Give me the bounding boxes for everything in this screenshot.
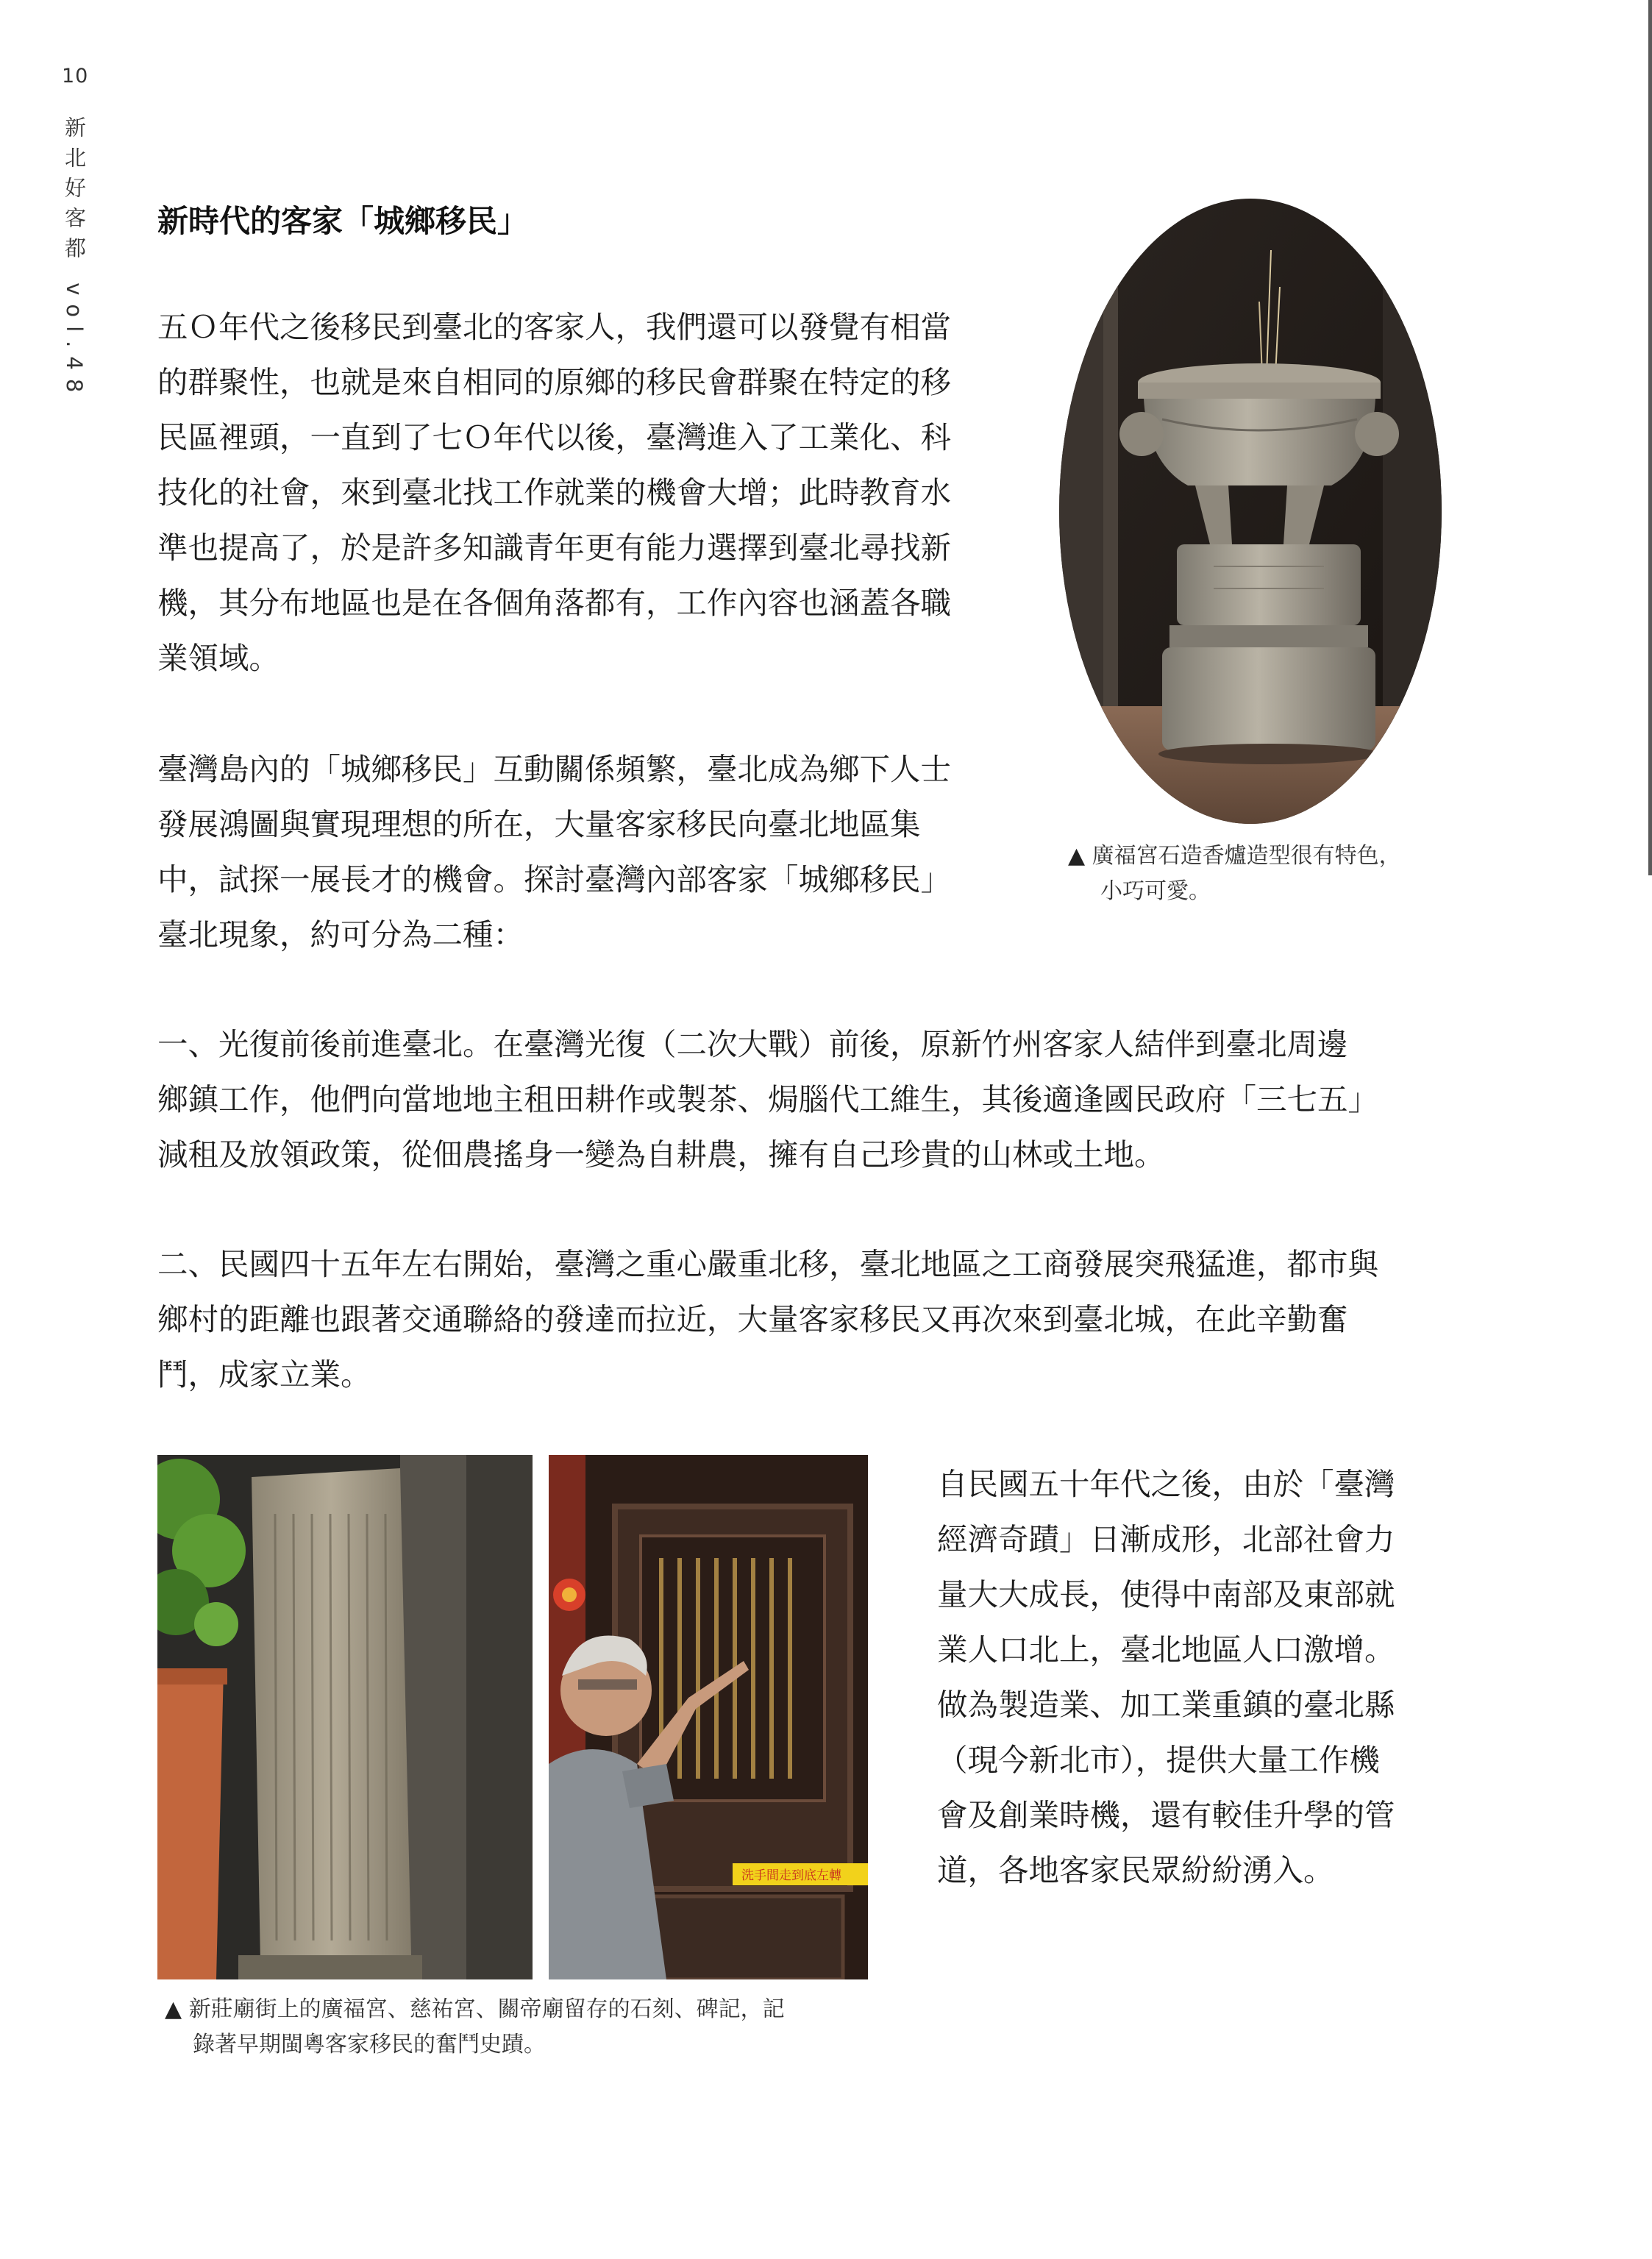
caption-triangle-icon: ▲ <box>1068 843 1086 869</box>
restroom-sign-text: 洗手間走到底左轉 <box>741 1868 841 1883</box>
paragraph-3 <box>157 1017 1441 1182</box>
paragraph-1-line: 的群聚性，也就是來自相同的原鄉的移民會群聚在特定的移 <box>157 364 952 400</box>
incense-burner-caption <box>1068 839 1401 909</box>
page-number: 10 <box>62 65 89 88</box>
stele-caption <box>165 1992 785 2063</box>
paragraph-1-line: 民區裡頭，一直到了七Ｏ年代以後，臺灣進入了工業化、科 <box>157 419 952 455</box>
incense-burner-illustration <box>1059 199 1442 824</box>
paragraph-2-line: 臺灣島內的「城鄉移民」互動關係頻繁，臺北成為鄉下人士 <box>157 751 952 787</box>
paragraph-1 <box>157 299 1014 686</box>
paragraph-5-line: 道，各地客家民眾紛紛湧入。 <box>937 1852 1334 1888</box>
stone-stele-photo <box>157 1455 533 1979</box>
page-edge-rule <box>1648 0 1652 875</box>
caption-line: 錄著早期閩粵客家移民的奮鬥史蹟。 <box>193 2032 546 2057</box>
paragraph-1-line: 技化的社會，來到臺北找工作就業的機會大增；此時教育水 <box>157 474 952 511</box>
temple-guide-illustration <box>549 1455 868 1979</box>
paragraph-1-line: 準也提高了，於是許多知識青年更有能力選擇到臺北尋找新 <box>157 530 952 566</box>
paragraph-2-line: 中，試探一展長才的機會。探討臺灣內部客家「城鄉移民」 <box>157 861 952 897</box>
caption-line: 小巧可愛。 <box>1100 878 1211 904</box>
paragraph-5-line: （現今新北市），提供大量工作機 <box>937 1742 1380 1778</box>
paragraph-5-line: 業人口北上，臺北地區人口激增。 <box>937 1632 1395 1668</box>
caption-line: 新莊廟街上的廣福宮、慈祐宮、關帝廟留存的石刻、碑記，記 <box>188 1996 785 2022</box>
caption-line: 廣福宮石造香爐造型很有特色， <box>1092 843 1401 869</box>
paragraph-4 <box>157 1237 1441 1402</box>
paragraph-5 <box>937 1456 1445 1898</box>
paragraph-3-line: 減租及放領政策，從佃農搖身一變為自耕農，擁有自己珍貴的山林或土地。 <box>157 1136 1165 1173</box>
temple-guide-photo <box>549 1455 868 1979</box>
paragraph-5-line: 做為製造業、加工業重鎮的臺北縣 <box>937 1687 1395 1723</box>
paragraph-1-line: 業領域。 <box>157 640 280 676</box>
paragraph-5-line: 會及創業時機，還有較佳升學的管 <box>937 1797 1395 1833</box>
section-heading: 新時代的客家「城鄉移民」 <box>157 203 529 239</box>
incense-burner-photo <box>1059 199 1442 824</box>
paragraph-3-line: 一、光復前後前進臺北。在臺灣光復（二次大戰）前後，原新竹州客家人結伴到臺北周邊 <box>157 1026 1348 1062</box>
paragraph-4-line: 鬥，成家立業。 <box>157 1356 371 1392</box>
paragraph-5-line: 量大大成長，使得中南部及東部就 <box>937 1576 1395 1612</box>
caption-triangle-icon: ▲ <box>165 1996 182 2022</box>
paragraph-2-line: 發展鴻圖與實現理想的所在，大量客家移民向臺北地區集 <box>157 806 921 842</box>
paragraph-1-line: 機，其分布地區也是在各個角落都有，工作內容也涵蓋各職 <box>157 585 952 621</box>
stone-stele-illustration <box>157 1455 533 1979</box>
paragraph-4-line: 二、民國四十五年左右開始，臺灣之重心嚴重北移，臺北地區之工商發展突飛猛進，都市與 <box>157 1246 1379 1282</box>
paragraph-5-line: 自民國五十年代之後，由於「臺灣 <box>937 1466 1395 1502</box>
paragraph-2 <box>157 741 1014 962</box>
running-title: 新北好客都 vol.48 <box>62 116 87 402</box>
paragraph-4-line: 鄉村的距離也跟著交通聯絡的發達而拉近，大量客家移民又再次來到臺北城，在此辛勤奮 <box>157 1301 1348 1337</box>
paragraph-1-line: 五Ｏ年代之後移民到臺北的客家人，我們還可以發覺有相當 <box>157 309 952 345</box>
paragraph-5-line: 經濟奇蹟」日漸成形，北部社會力 <box>937 1521 1395 1557</box>
paragraph-3-line: 鄉鎮工作，他們向當地地主租田耕作或製茶、焗腦代工維生，其後適逢國民政府「三七五」 <box>157 1081 1379 1117</box>
paragraph-2-line: 臺北現象，約可分為二種： <box>157 917 524 953</box>
